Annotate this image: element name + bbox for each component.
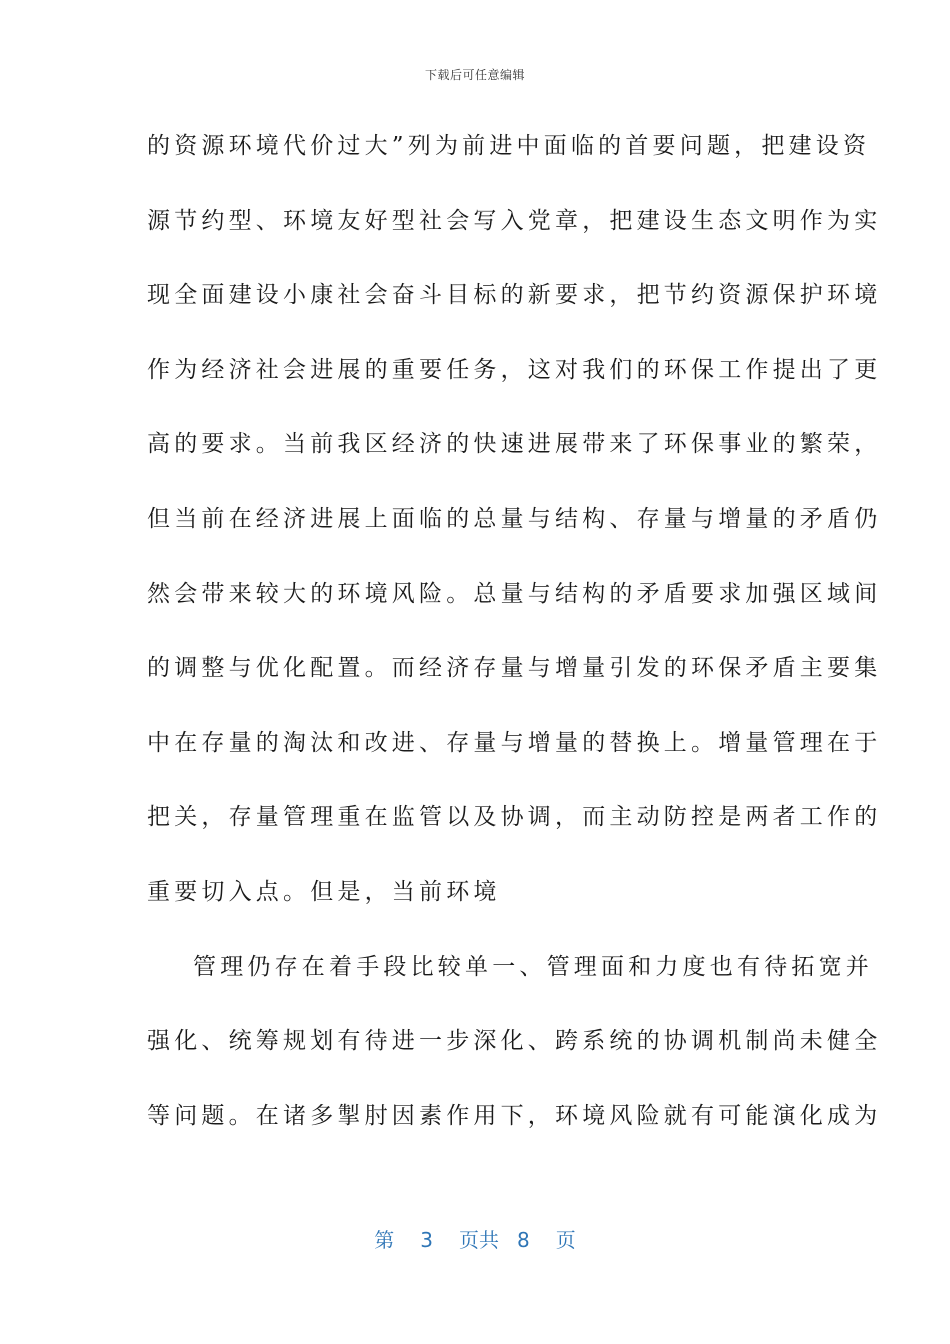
document-body — [147, 118, 882, 1162]
total-pages-number: 8 — [517, 1228, 530, 1252]
page-footer — [0, 1224, 950, 1253]
paragraph-first-line: 管理仍存在着手段比较单一、管理面和力度也有待拓宽并 — [193, 953, 873, 980]
page-header: 下载后可任意编辑 — [424, 68, 525, 82]
body-line: 的调整与优化配置。而经济存量与增量引发的环保矛盾主要集 — [147, 655, 882, 682]
body-line: 现全面建设小康社会奋斗目标的新要求，把节约资源保护环境 — [147, 282, 882, 309]
body-line: 源节约型、环境友好型社会写入党章，把建设生态文明作为实 — [147, 207, 882, 234]
body-line: 作为经济社会进展的重要任务，这对我们的环保工作提出了更 — [147, 356, 882, 383]
footer-prefix: 第 — [374, 1228, 395, 1252]
body-line: 但当前在经济进展上面临的总量与结构、存量与增量的矛盾仍 — [147, 505, 882, 532]
footer-middle: 页共 — [459, 1228, 499, 1252]
footer-suffix: 页 — [555, 1228, 576, 1252]
body-line: 等问题。在诸多掣肘因素作用下，环境风险就有可能演化成为 — [147, 1102, 882, 1129]
body-line: 把关，存量管理重在监管以及协调，而主动防控是两者工作的 — [147, 804, 882, 831]
body-line: 重要切入点。但是，当前环境 — [147, 878, 501, 905]
body-line: 中在存量的淘汰和改进、存量与增量的替换上。增量管理在于 — [147, 729, 882, 756]
body-line: 强化、统筹规划有待进一步深化、跨系统的协调机制尚未健全 — [147, 1028, 882, 1055]
body-line: 的资源环境代价过大”列为前进中面临的首要问题，把建设资 — [147, 133, 871, 159]
body-line: 高的要求。当前我区经济的快速进展带来了环保事业的繁荣， — [147, 431, 882, 458]
body-line: 然会带来较大的环境风险。总量与结构的矛盾要求加强区域间 — [147, 580, 882, 607]
current-page-number: 3 — [420, 1228, 433, 1252]
